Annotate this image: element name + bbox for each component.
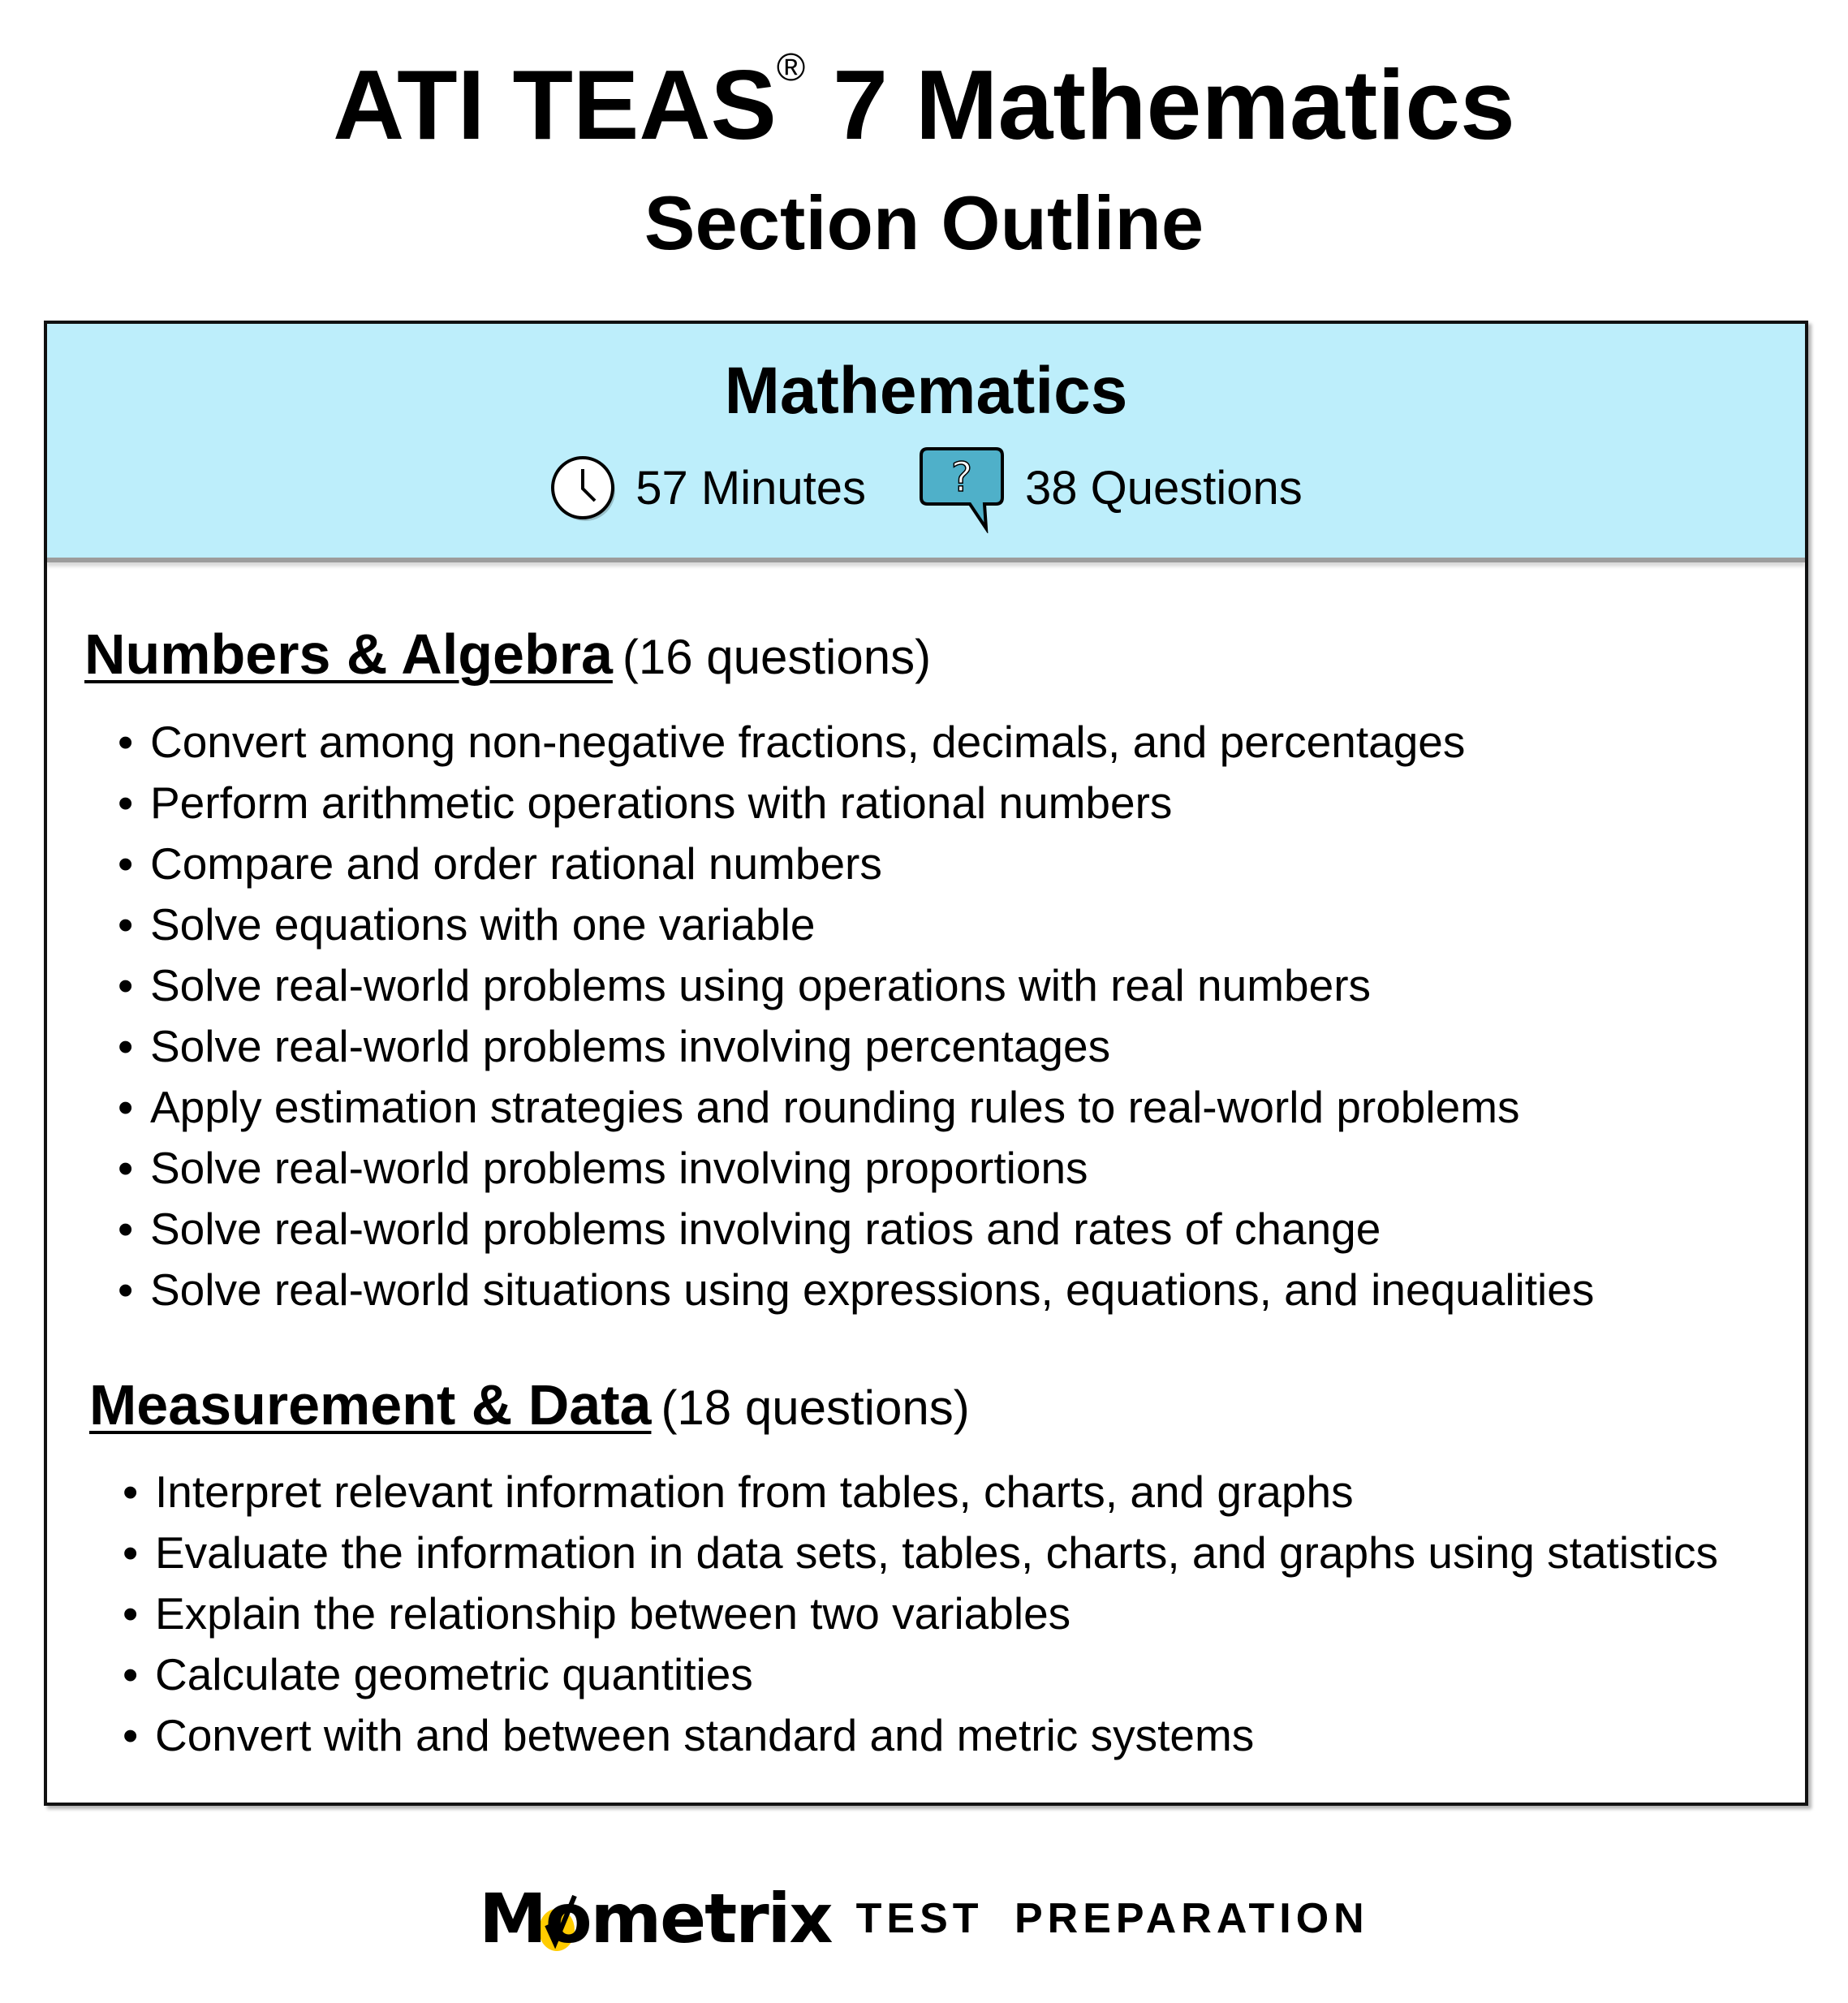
list-item: • Solve real-world problems involving proportions	[118, 1138, 1594, 1199]
page-subtitle: Section Outline	[644, 180, 1204, 265]
title-text: ATI TEAS	[333, 50, 777, 160]
registered-mark: ®	[776, 46, 806, 89]
list-item: • Solve real-world problems using operations with real numbers	[118, 955, 1594, 1016]
list-item: • Evaluate the information in data sets, tables, charts, and graphs using statistics	[123, 1523, 1718, 1583]
section-header-band	[47, 324, 1805, 562]
page-title	[0, 46, 1848, 160]
section-heading-numbers-algebra	[84, 622, 932, 686]
list-item: • Calculate geometric quantities	[123, 1644, 1718, 1705]
mometrix-logo	[0, 1879, 1848, 1958]
list-item: • Convert with and between standard and metric systems	[123, 1705, 1718, 1766]
list-item: • Explain the relationship between two variables	[123, 1583, 1718, 1644]
section-heading-text: Numbers & Algebra	[84, 622, 613, 686]
brand-wordmark	[479, 1879, 832, 1958]
brand-tagline: TEST PREPARATION	[855, 1895, 1369, 1942]
section-stats	[47, 444, 1805, 533]
list-item: • Solve real-world situations using expressions, equations, and inequalities	[118, 1260, 1594, 1320]
time-stat	[549, 454, 866, 523]
section-heading-text: Measurement & Data	[89, 1373, 652, 1437]
list-item: • Apply estimation strategies and rounding rules to real-world problems	[118, 1077, 1594, 1138]
measurement-data-list	[123, 1462, 1718, 1766]
section-question-count: (18 questions)	[661, 1381, 970, 1435]
outline-box	[44, 321, 1808, 1806]
list-item: • Solve real-world problems involving ratios and rates of change	[118, 1199, 1594, 1260]
list-item: • Solve real-world problems involving percentages	[118, 1016, 1594, 1077]
time-label: 57 Minutes	[635, 462, 866, 515]
questions-label: 38 Questions	[1024, 462, 1303, 515]
section-title: Mathematics	[724, 354, 1128, 428]
clock-icon	[549, 454, 618, 523]
questions-stat	[916, 444, 1303, 533]
list-item: • Interpret relevant information from tables, charts, and graphs	[123, 1462, 1718, 1523]
section-heading-measurement-data	[89, 1373, 970, 1437]
list-item: • Compare and order rational numbers	[118, 834, 1594, 894]
question-speech-bubble-icon	[916, 444, 1007, 533]
list-item: • Convert among non-negative fractions, decimals, and percentages	[118, 712, 1594, 773]
title-text-suffix: 7 Mathematics	[805, 50, 1515, 160]
list-item: • Perform arithmetic operations with rational numbers	[118, 773, 1594, 834]
section-question-count: (16 questions)	[622, 630, 932, 684]
svg-text:?: ?	[950, 454, 973, 501]
list-item: • Solve equations with one variable	[118, 894, 1594, 955]
numbers-algebra-list	[118, 712, 1594, 1320]
brand-name: Mometrix	[479, 1879, 832, 1958]
